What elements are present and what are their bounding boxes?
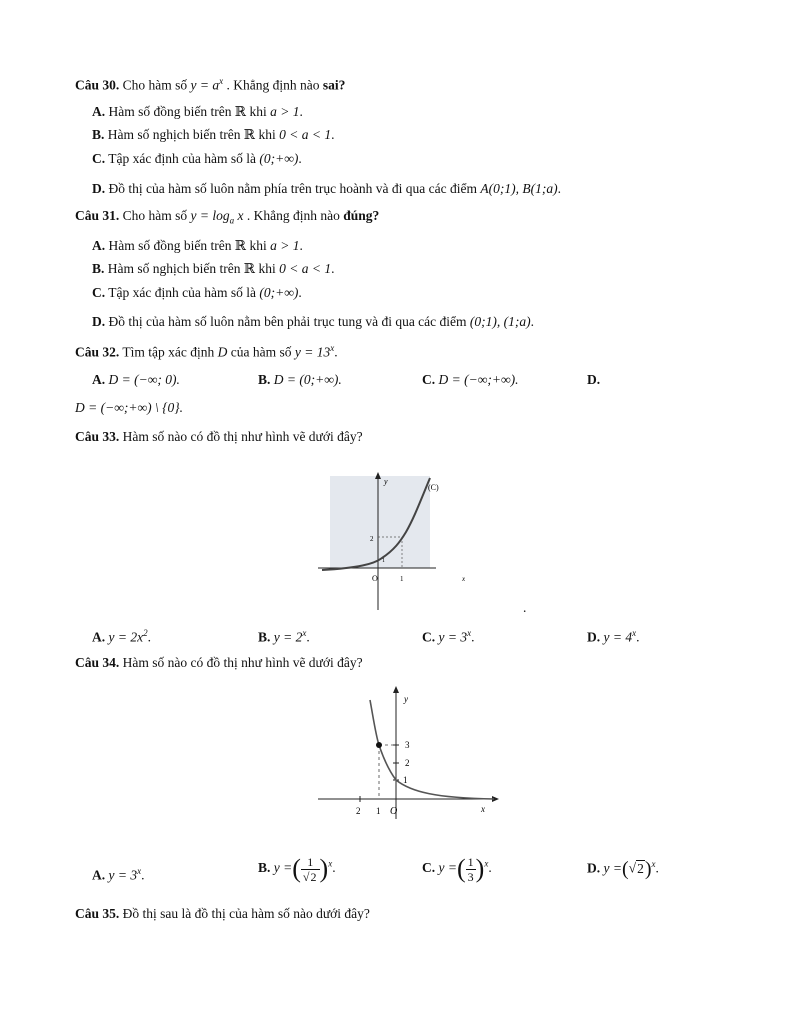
q33-option-d[interactable]: D. $y = 4^x$.: [587, 628, 640, 645]
point-marker: [376, 742, 382, 748]
q32-stem: Câu 32. Tìm tập xác định D của hàm số $y = 13^x$.: [75, 343, 338, 360]
q33-option-b[interactable]: B. $y = 2^x$.: [258, 628, 310, 645]
tick-x-2: 2: [356, 806, 361, 816]
tick-y2: 2: [370, 535, 374, 543]
tick-x-1: 1: [376, 806, 381, 816]
q31-option-c[interactable]: C. Tập xác định của hàm số là (0;+∞).: [92, 285, 302, 300]
fraction: $\frac{1}{√2}$: [301, 855, 320, 884]
q34-option-d[interactable]: D. $y =(√2)^x$.: [587, 858, 659, 880]
y-axis-arrow-icon: [393, 686, 399, 693]
q33-option-c[interactable]: C. $y = 3^x$.: [422, 628, 475, 645]
curve-label: (C): [428, 483, 439, 492]
x-axis-label: x: [462, 575, 466, 583]
q30-option-a[interactable]: A. Hàm số đồng biến trên ℝ khi a > 1.: [92, 104, 303, 119]
fraction: $\frac{1}{3}$: [467, 854, 474, 884]
decay-curve: [370, 700, 494, 799]
origin-label: O: [390, 806, 398, 817]
y-axis-arrow-icon: [375, 472, 381, 479]
q34-option-c[interactable]: C. y =( $\frac{1}{3}$ )$^x$.: [422, 854, 492, 884]
q33-graph: [318, 470, 466, 615]
q33-stem: Câu 33. Hàm số nào có đồ thị như hình vẽ dưới đây?: [75, 429, 363, 444]
tick-y1: 1: [403, 775, 408, 785]
q34-graph: [316, 684, 501, 819]
q31-option-a[interactable]: A. Hàm số đồng biến trên ℝ khi a > 1.: [92, 238, 303, 253]
q31-option-d[interactable]: D. Đồ thị của hàm số luôn nằm bên phải trục tung và đi qua các điểm (0;1), (1;a).: [92, 314, 535, 329]
q34-option-a[interactable]: A. $y = 3^x$.: [92, 866, 145, 883]
y-axis-label: y: [404, 694, 408, 704]
q32-option-a[interactable]: A. D = (−∞; 0).: [92, 372, 180, 387]
q30-option-d[interactable]: D. Đồ thị của hàm số luôn nằm phía trên trục hoành và đi qua các điểm A(0;1), B(1;a).: [92, 181, 561, 196]
tick-x1: 1: [400, 575, 404, 583]
q31-stem: Câu 31. Cho hàm số $y = \log_a x$ . Khẳng định nào đúng?: [75, 208, 380, 226]
tick-y1: 1: [382, 558, 385, 564]
q30-option-c[interactable]: C. Tập xác định của hàm số là (0;+∞).: [92, 151, 302, 166]
q33-option-a[interactable]: A. $y = 2x^2$.: [92, 628, 151, 645]
tick-y2: 2: [405, 758, 410, 768]
q30-stem: Câu 30. Cho hàm số $y = a^x$ . Khẳng định nào sai?: [75, 76, 346, 93]
q35-stem: Câu 35. Đồ thị sau là đồ thị của hàm số nào dưới đây?: [75, 906, 370, 921]
origin-label: O: [372, 574, 378, 583]
q31-option-b[interactable]: B. Hàm số nghịch biến trên ℝ khi 0 < a < 1.: [92, 261, 335, 276]
q30-option-b[interactable]: B. Hàm số nghịch biến trên ℝ khi 0 < a < 1.: [92, 127, 335, 142]
tick-y3: 3: [405, 740, 410, 750]
graph-grid-background: [330, 476, 430, 568]
y-axis-label: y: [384, 477, 388, 486]
stray-dot: .: [523, 600, 527, 615]
q32-option-d[interactable]: D = (−∞;+∞) \ {0}.: [75, 400, 183, 415]
q32-option-b[interactable]: B. D = (0;+∞).: [258, 372, 342, 387]
x-axis-label: x: [481, 804, 485, 814]
q34-stem: Câu 34. Hàm số nào có đồ thị như hình vẽ dưới đây?: [75, 655, 363, 670]
q34-option-b[interactable]: B. y =( $\frac{1}{√2}$ )$^x$.: [258, 854, 336, 884]
q32-option-c[interactable]: C. D = (−∞;+∞).: [422, 372, 519, 387]
q32-option-d-letter[interactable]: D.: [587, 372, 601, 387]
